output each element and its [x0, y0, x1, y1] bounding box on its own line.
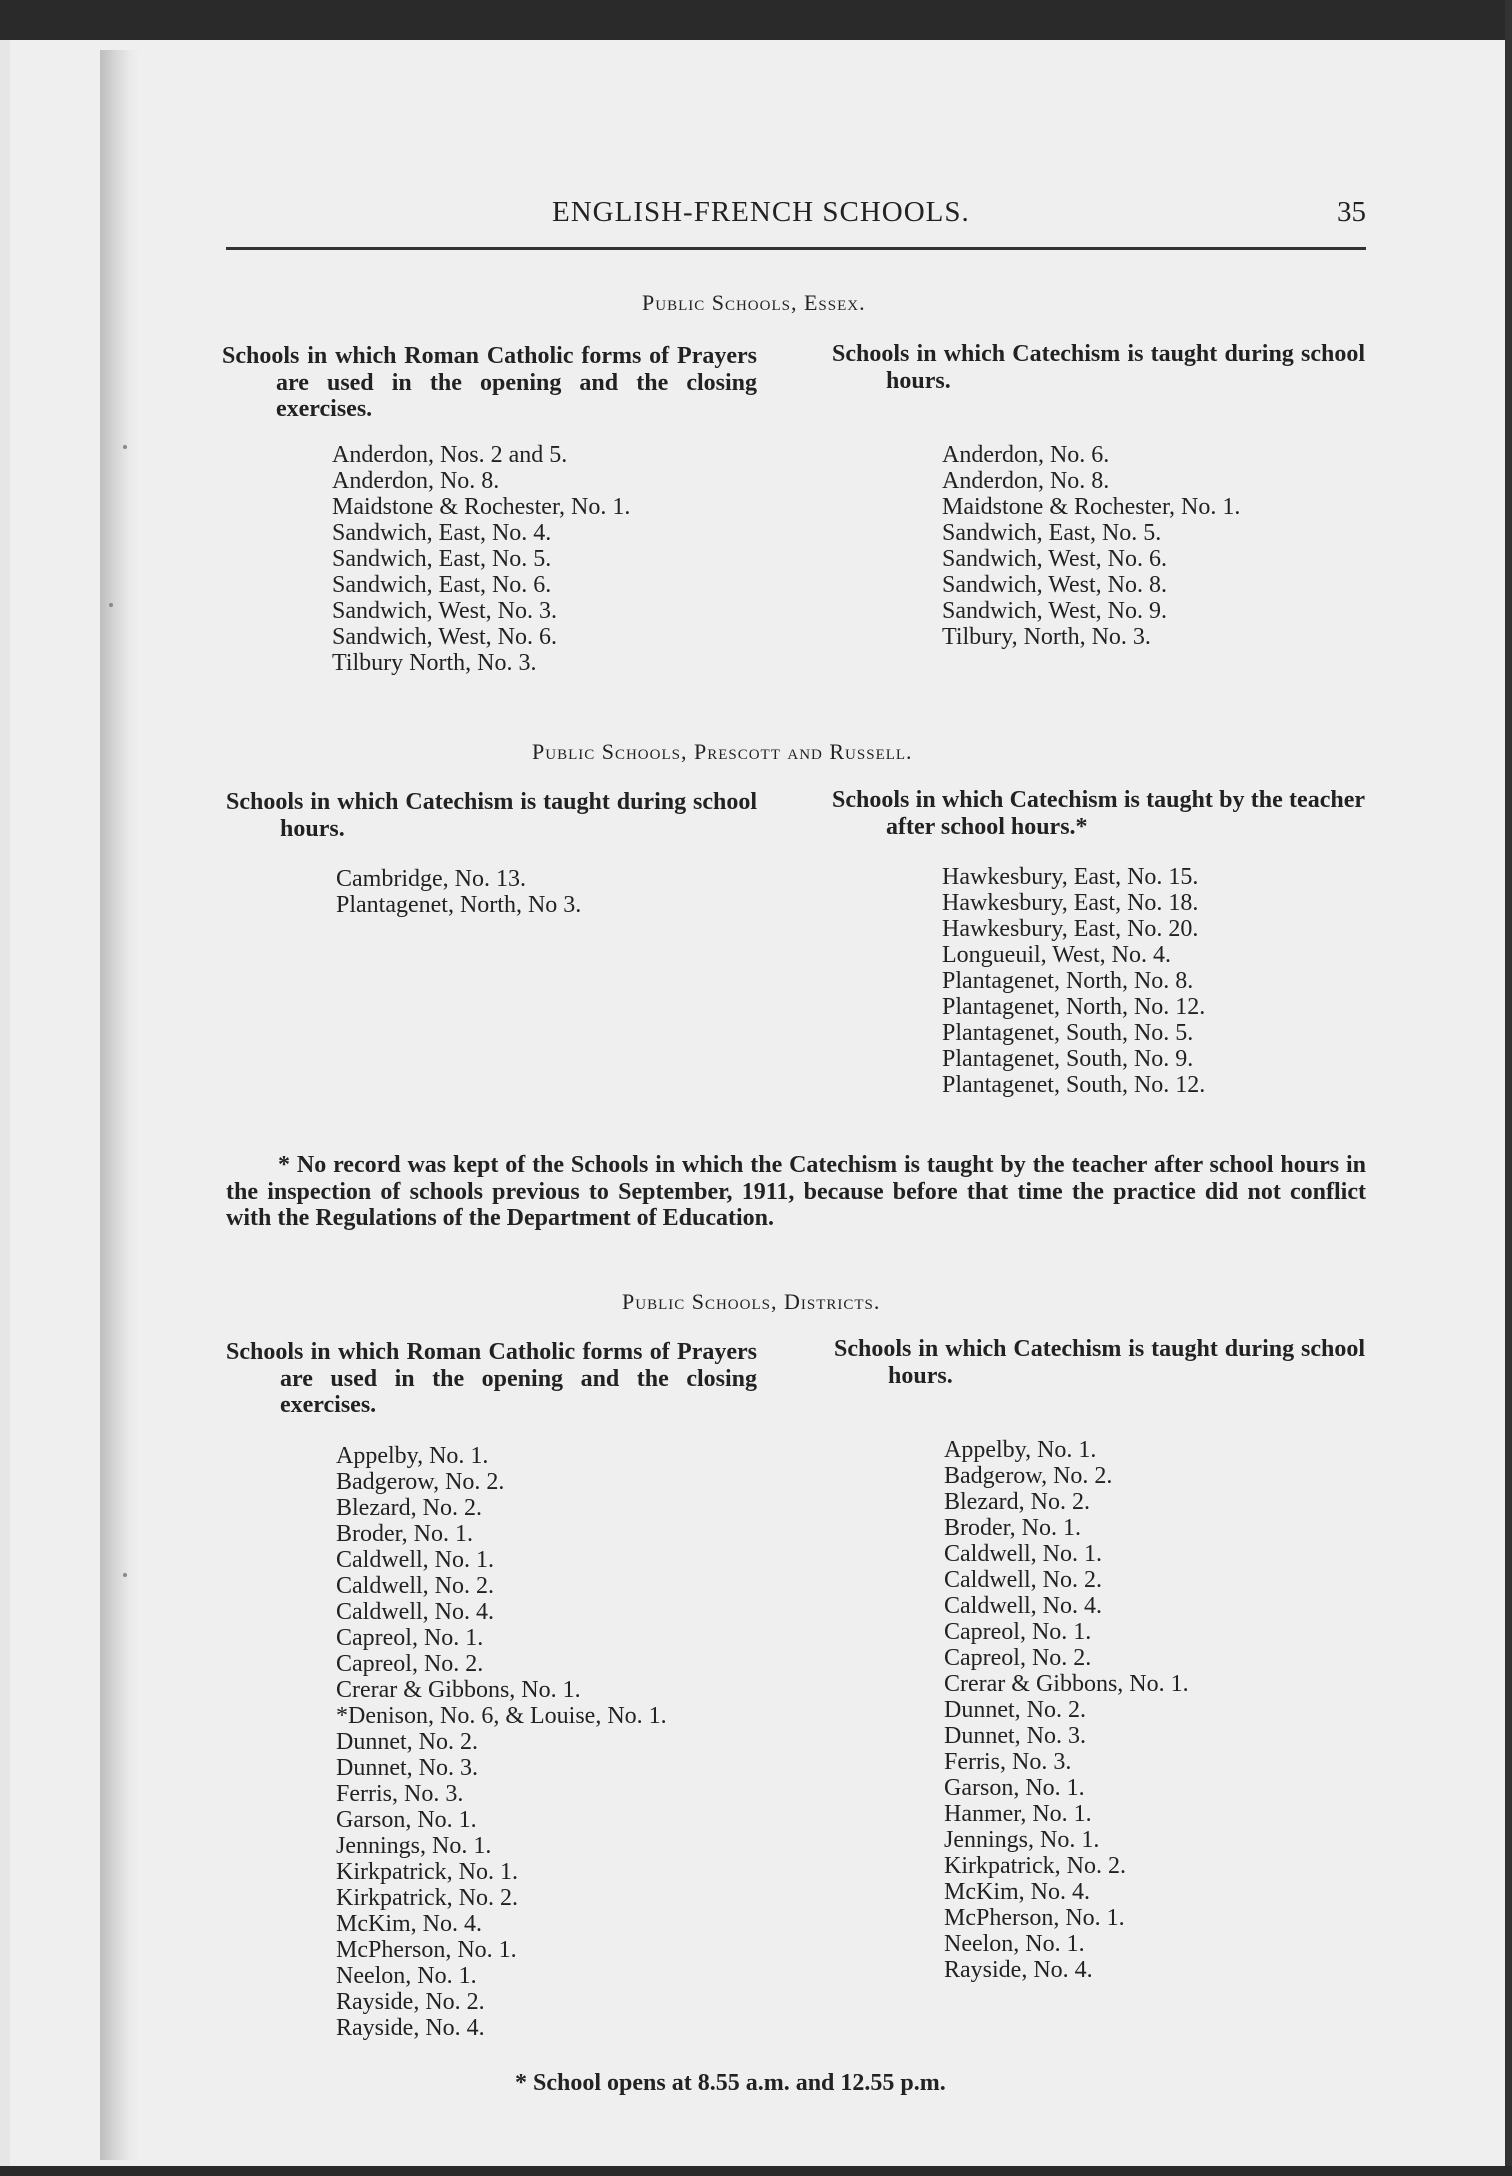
list-item: Plantagenet, South, No. 12.: [942, 1072, 1206, 1098]
school-list: [222, 442, 757, 676]
list-item: Tilbury North, No. 3.: [332, 649, 537, 676]
list-item: Sandwich, West, No. 6.: [332, 623, 557, 650]
list-item: Broder, No. 1.: [336, 1520, 474, 1547]
list-item: Plantagenet, South, No. 5.: [942, 1020, 1194, 1046]
column-intro: Schools in which Catechism is taught during school hours.: [834, 1336, 1365, 1389]
list-item: Badgerow, No. 2.: [336, 1468, 505, 1495]
list-item: Garson, No. 1.: [944, 1775, 1085, 1801]
list-item: McPherson, No. 1.: [336, 1936, 517, 1963]
school-list: [832, 864, 1365, 1098]
list-item: Sandwich, East, No. 5.: [942, 520, 1162, 546]
prescott-left-column: [226, 789, 757, 918]
list-item: Crerar & Gibbons, No. 1.: [336, 1676, 581, 1703]
list-item: Longueuil, West, No. 4.: [942, 942, 1171, 968]
footnote-school-hours: * School opens at 8.55 a.m. and 12.55 p.m.: [515, 2070, 946, 2096]
list-item: Hawkesbury, East, No. 18.: [942, 890, 1199, 916]
list-item: Maidstone & Rochester, No. 1.: [942, 494, 1241, 520]
list-item: Sandwich, East, No. 4.: [332, 519, 552, 546]
list-item: Plantagenet, North, No 3.: [336, 892, 582, 918]
list-item: Dunnet, No. 3.: [336, 1754, 478, 1781]
list-item: Caldwell, No. 1.: [336, 1546, 494, 1573]
list-item: Dunnet, No. 3.: [944, 1723, 1086, 1749]
list-item: Crerar & Gibbons, No. 1.: [944, 1671, 1189, 1697]
list-item: Sandwich, West, No. 8.: [942, 572, 1167, 598]
column-intro: Schools in which Catechism is taught during school hours.: [832, 341, 1365, 394]
list-item: Tilbury, North, No. 3.: [942, 624, 1151, 650]
list-item: Rayside, No. 4.: [944, 1957, 1093, 1983]
list-item: Anderdon, No. 8.: [332, 467, 500, 494]
list-item: Ferris, No. 3.: [944, 1749, 1072, 1775]
list-item: Hawkesbury, East, No. 15.: [942, 864, 1199, 890]
list-item: Garson, No. 1.: [336, 1806, 477, 1833]
list-item: Appelby, No. 1.: [336, 1442, 489, 1469]
margin-speck: [123, 445, 127, 449]
list-item: Blezard, No. 2.: [336, 1494, 482, 1521]
list-item: Caldwell, No. 4.: [336, 1598, 494, 1625]
list-item: Kirkpatrick, No. 2.: [336, 1884, 518, 1911]
list-item: Plantagenet, North, No. 8.: [942, 968, 1194, 994]
list-item: McPherson, No. 1.: [944, 1905, 1125, 1931]
school-list: [226, 1443, 757, 2041]
list-item: Ferris, No. 3.: [336, 1780, 464, 1807]
list-item: Caldwell, No. 4.: [944, 1593, 1102, 1619]
scan-bottom-border: [0, 2166, 1512, 2176]
list-item: Hawkesbury, East, No. 20.: [942, 916, 1199, 942]
list-item: Neelon, No. 1.: [944, 1931, 1085, 1957]
list-item: Sandwich, East, No. 5.: [332, 545, 552, 572]
list-item: Sandwich, West, No. 3.: [332, 597, 557, 624]
section-heading-districts: Public Schools, Districts.: [622, 1289, 881, 1314]
list-item: McKim, No. 4.: [944, 1879, 1090, 1905]
running-head: ENGLISH-FRENCH SCHOOLS.: [552, 196, 970, 228]
list-item: Caldwell, No. 2.: [336, 1572, 494, 1599]
essex-right-column: [832, 341, 1365, 650]
column-intro: Schools in which Catechism is taught by the teacher after school hours.*: [832, 787, 1365, 840]
list-item: Caldwell, No. 2.: [944, 1567, 1102, 1593]
list-item: Rayside, No. 2.: [336, 1988, 485, 2015]
footnote-record: * No record was kept of the Schools in which the Catechism is taught by the teacher after school hours in the inspection of schools previous to September, 1911, because before that time the practice did not conflict with the Regulations of the Department of Education.: [226, 1152, 1366, 1231]
column-intro: Schools in which Roman Catholic forms of Prayers are used in the opening and the closing exercises.: [222, 343, 757, 422]
list-item: Capreol, No. 2.: [336, 1650, 484, 1677]
scan-top-border: [0, 0, 1512, 40]
districts-right-column: [834, 1336, 1365, 1983]
list-item: Maidstone & Rochester, No. 1.: [332, 493, 631, 520]
list-item: Sandwich, East, No. 6.: [332, 571, 552, 598]
list-item: Blezard, No. 2.: [944, 1489, 1090, 1515]
school-list: [226, 866, 757, 918]
section-heading-prescott-russell: Public Schools, Prescott and Russell.: [532, 739, 913, 764]
list-item: Plantagenet, South, No. 9.: [942, 1046, 1194, 1072]
school-list: [832, 442, 1365, 650]
list-item: Anderdon, Nos. 2 and 5.: [332, 441, 568, 468]
list-item: Anderdon, No. 6.: [942, 442, 1110, 468]
list-item: *Denison, No. 6, & Louise, No. 1.: [336, 1702, 667, 1729]
list-item: Plantagenet, North, No. 12.: [942, 994, 1206, 1020]
list-item: Broder, No. 1.: [944, 1515, 1082, 1541]
header-rule: [226, 247, 1366, 250]
list-item: Kirkpatrick, No. 1.: [336, 1858, 518, 1885]
section-heading-essex: Public Schools, Essex.: [642, 290, 866, 315]
list-item: Badgerow, No. 2.: [944, 1463, 1113, 1489]
list-item: Capreol, No. 1.: [336, 1624, 484, 1651]
page-number: 35: [1337, 196, 1366, 228]
margin-speck: [123, 1573, 127, 1577]
prescott-right-column: [832, 787, 1365, 1098]
scan-right-border: [1505, 0, 1512, 2176]
list-item: Anderdon, No. 8.: [942, 468, 1110, 494]
list-item: Jennings, No. 1.: [944, 1827, 1100, 1853]
list-item: Hanmer, No. 1.: [944, 1801, 1092, 1827]
list-item: Neelon, No. 1.: [336, 1962, 477, 1989]
list-item: Cambridge, No. 13.: [336, 866, 526, 892]
school-list: [834, 1437, 1365, 1983]
essex-left-column: [222, 343, 757, 676]
list-item: McKim, No. 4.: [336, 1910, 482, 1937]
list-item: Caldwell, No. 1.: [944, 1541, 1102, 1567]
column-intro: Schools in which Catechism is taught during school hours.: [226, 789, 757, 842]
list-item: Jennings, No. 1.: [336, 1832, 492, 1859]
margin-speck: [109, 603, 113, 607]
list-item: Appelby, No. 1.: [944, 1437, 1097, 1463]
list-item: Capreol, No. 1.: [944, 1619, 1092, 1645]
list-item: Sandwich, West, No. 9.: [942, 598, 1167, 624]
binding-shadow: [100, 50, 140, 2160]
column-intro: Schools in which Roman Catholic forms of Prayers are used in the opening and the closing exercises.: [226, 1339, 757, 1418]
list-item: Kirkpatrick, No. 2.: [944, 1853, 1126, 1879]
list-item: Capreol, No. 2.: [944, 1645, 1092, 1671]
list-item: Sandwich, West, No. 6.: [942, 546, 1167, 572]
list-item: Dunnet, No. 2.: [944, 1697, 1086, 1723]
list-item: Dunnet, No. 2.: [336, 1728, 478, 1755]
list-item: Rayside, No. 4.: [336, 2014, 485, 2041]
districts-left-column: [226, 1339, 757, 2041]
